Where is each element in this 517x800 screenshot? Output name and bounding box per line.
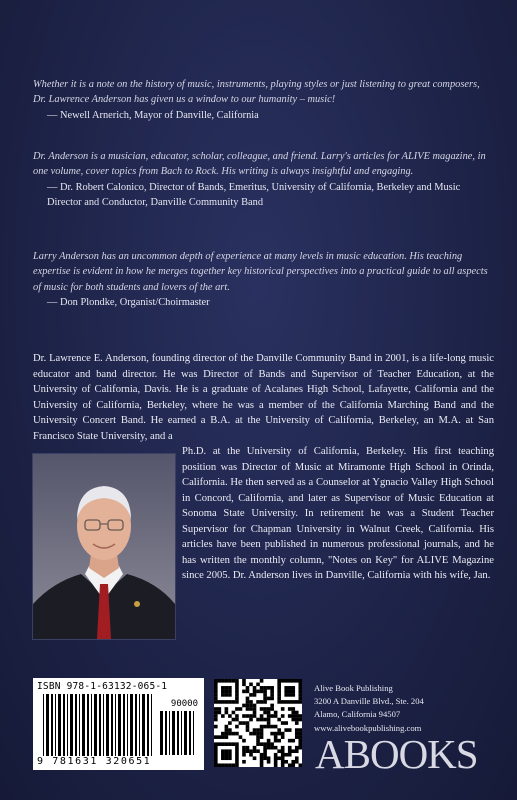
author-photo bbox=[32, 453, 176, 640]
logo-text: ABOOKS bbox=[315, 731, 478, 777]
price-code: 90000 bbox=[170, 699, 198, 709]
publisher-address-line-2: Alamo, California 94507 bbox=[314, 709, 401, 720]
ean-digits: 9 781631 320651 bbox=[37, 756, 152, 767]
isbn-barcode bbox=[33, 678, 204, 770]
ean-barcode-bars bbox=[43, 694, 155, 756]
quote-attribution: — Newell Arnerich, Mayor of Danville, California bbox=[47, 109, 259, 121]
qr-code bbox=[214, 679, 302, 767]
quote-text: Dr. Anderson is a musician, educator, scholar, colleague, and friend. Larry's articles for ALIVE magazine, in one volume, cover topics from Bach to Rock. His writing is always insightful and engaging. bbox=[33, 151, 486, 178]
author-bio-continued: Ph.D. at the University of California, Berkeley. His first teaching position was Director of Music at Miramonte High School in Orinda, California. He then served as a Counselor at Ygnacio Valley High School in Concord, California, and later as Supervisor of Music Education at Sonoma State University. In retirement he was a Student Teacher Supervisor for Chapman University in Walnut Creek, California. His articles have been published in numerous professional journals, and he has written the monthly column, "Notes on Key" for ALIVE Magazine since 2005. Dr. Anderson lives in Danville, California with his wife, Jan. bbox=[182, 446, 494, 581]
quote-text: Larry Anderson has an uncommon depth of experience at many levels in music education. His teaching expertise is evident in how he merges together key historical perspectives into a practical guide to all aspects of music for both students and lovers of the art. bbox=[33, 251, 488, 293]
review-quote-2 bbox=[33, 149, 493, 211]
publisher-name: Alive Book Publishing bbox=[314, 683, 393, 693]
review-quote-3 bbox=[33, 249, 493, 311]
quote-text: Whether it is a note on the history of music, instruments, playing styles or just listening to great composers, Dr. Lawrence Anderson has given us a window to our humanity – music! bbox=[33, 79, 480, 106]
quote-attribution: — Don Plondke, Organist/Choirmaster bbox=[47, 297, 210, 309]
publisher-website: www.alivebookpublishing.com bbox=[314, 722, 422, 733]
quote-attribution: — Dr. Robert Calonico, Director of Bands, Emeritus, University of California, Berkeley and Music Director and Conductor, Danville Community Band bbox=[47, 181, 461, 209]
publisher-info bbox=[314, 682, 504, 735]
review-quote-1 bbox=[33, 77, 493, 123]
isbn-number: ISBN 978-1-63132-065-1 bbox=[37, 681, 168, 692]
publisher-logo bbox=[315, 730, 478, 778]
author-bio-intro: Dr. Lawrence E. Anderson, founding director of the Danville Community Band in 2001, is a life-long music educator and band director. He was Director of Bands and Supervisor of Teacher Education, at the University of California, Davis. He is a graduate of Acalanes High School, Lafayette, California and the University of California, Berkeley, where he was a member of the California Marching Band and the University Concert Band. He earned a B.A. at the University of California, Berkeley, an M.A. at San Francisco State University, and a bbox=[33, 353, 494, 442]
publisher-address-line-1: 3200 A Danville Blvd., Ste. 204 bbox=[314, 696, 424, 707]
price-barcode-bars bbox=[160, 711, 198, 755]
